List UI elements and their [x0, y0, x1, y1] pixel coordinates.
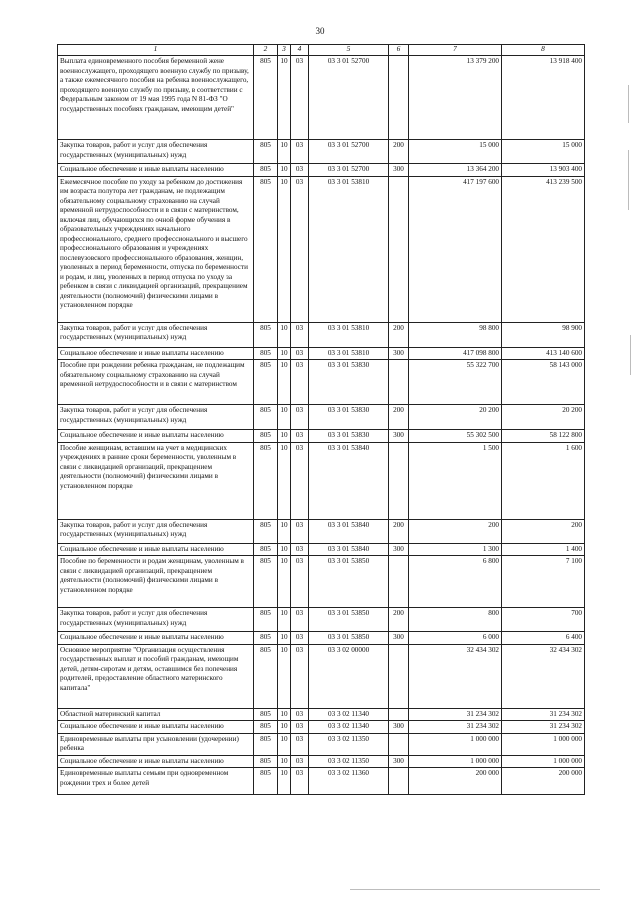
- row-amount-year-1: 31 234 302: [409, 708, 502, 721]
- header-col-6: 6: [389, 45, 409, 56]
- row-amount-year-1: 1 300: [409, 543, 502, 556]
- row-name: Единовременные выплаты семьям при одновременном рождении трех и более детей: [58, 768, 254, 795]
- table-row: [58, 360, 585, 405]
- row-section-code: 10: [278, 322, 291, 347]
- table-row: [58, 768, 585, 795]
- row-grbs-code: 805: [254, 164, 278, 177]
- row-target-article: 03 3 01 52700: [309, 140, 389, 164]
- row-amount-year-1: 13 379 200: [409, 56, 502, 140]
- row-amount-year-2: 413 140 600: [502, 347, 585, 360]
- row-target-article: 03 3 01 53850: [309, 556, 389, 608]
- row-subsection-code: 03: [291, 768, 309, 795]
- row-expense-type: 200: [389, 405, 409, 430]
- row-grbs-code: 805: [254, 733, 278, 755]
- row-section-code: 10: [278, 556, 291, 608]
- row-name: Закупка товаров, работ и услуг для обеспечения государственных (муниципальных) нужд: [58, 608, 254, 632]
- row-grbs-code: 805: [254, 721, 278, 734]
- row-target-article: 03 3 01 53830: [309, 360, 389, 405]
- row-expense-type: 300: [389, 430, 409, 443]
- row-grbs-code: 805: [254, 632, 278, 645]
- row-amount-year-2: 1 400: [502, 543, 585, 556]
- row-name: Социальное обеспечение и иные выплаты населению: [58, 347, 254, 360]
- row-amount-year-1: 32 434 302: [409, 644, 502, 708]
- table-row: [58, 733, 585, 755]
- row-subsection-code: 03: [291, 360, 309, 405]
- row-amount-year-1: 15 000: [409, 140, 502, 164]
- table-row: [58, 56, 585, 140]
- table-row: [58, 721, 585, 734]
- row-expense-type: 200: [389, 608, 409, 632]
- table-row: [58, 140, 585, 164]
- table-header-row: [58, 45, 585, 56]
- row-amount-year-1: 6 800: [409, 556, 502, 608]
- row-amount-year-1: 200: [409, 519, 502, 543]
- row-subsection-code: 03: [291, 442, 309, 519]
- row-amount-year-2: 20 200: [502, 405, 585, 430]
- scan-mark-right-1: [628, 85, 629, 123]
- row-section-code: 10: [278, 768, 291, 795]
- row-target-article: 03 3 01 53830: [309, 405, 389, 430]
- row-name: Закупка товаров, работ и услуг для обеспечения государственных (муниципальных) нужд: [58, 322, 254, 347]
- row-grbs-code: 805: [254, 442, 278, 519]
- row-grbs-code: 805: [254, 176, 278, 322]
- row-section-code: 10: [278, 644, 291, 708]
- row-amount-year-2: 98 900: [502, 322, 585, 347]
- table-row: [58, 405, 585, 430]
- table-row: [58, 543, 585, 556]
- row-expense-type: [389, 768, 409, 795]
- row-amount-year-2: 58 122 800: [502, 430, 585, 443]
- row-amount-year-1: 800: [409, 608, 502, 632]
- header-col-4: 4: [291, 45, 309, 56]
- row-name: Социальное обеспечение и иные выплаты населению: [58, 164, 254, 177]
- row-name: Ежемесячное пособие по уходу за ребенком до достижения им возраста полутора лет гражданам, не подлежащим обязательному социальному страхованию на случай временной нетрудоспособности и в связи с материнством, включая лиц, обучающихся по очной форме обучения в образовательных учреждениях начального профессионального, среднего профессионального и высшего профессионального образования и учреждениях послевузовского профессионального образования, женщин, уволенных в период беременности, отпуска по беременности и родам, и лиц, уволенных в период отпуска по уходу за ребенком в связи с ликвидацией организаций, прекращением деятельности (полномочий) физическими лицами в установленном порядке: [58, 176, 254, 322]
- row-amount-year-2: 413 239 500: [502, 176, 585, 322]
- row-section-code: 10: [278, 430, 291, 443]
- row-expense-type: 200: [389, 322, 409, 347]
- row-amount-year-2: 700: [502, 608, 585, 632]
- row-subsection-code: 03: [291, 543, 309, 556]
- row-target-article: 03 3 01 52700: [309, 56, 389, 140]
- row-target-article: 03 3 01 53850: [309, 632, 389, 645]
- row-target-article: 03 3 02 11340: [309, 721, 389, 734]
- row-grbs-code: 805: [254, 768, 278, 795]
- row-name: Областной материнский капитал: [58, 708, 254, 721]
- row-section-code: 10: [278, 608, 291, 632]
- row-subsection-code: 03: [291, 632, 309, 645]
- row-name: Единовременные выплаты при усыновлении (удочерении) ребенка: [58, 733, 254, 755]
- row-section-code: 10: [278, 543, 291, 556]
- table-row: [58, 347, 585, 360]
- row-expense-type: [389, 644, 409, 708]
- row-section-code: 10: [278, 56, 291, 140]
- row-section-code: 10: [278, 721, 291, 734]
- row-name: Социальное обеспечение и иные выплаты населению: [58, 430, 254, 443]
- row-section-code: 10: [278, 519, 291, 543]
- row-amount-year-2: 1 000 000: [502, 733, 585, 755]
- table-row: [58, 430, 585, 443]
- row-subsection-code: 03: [291, 708, 309, 721]
- row-subsection-code: 03: [291, 721, 309, 734]
- row-amount-year-1: 98 800: [409, 322, 502, 347]
- row-amount-year-1: 6 000: [409, 632, 502, 645]
- row-target-article: 03 3 02 11350: [309, 755, 389, 768]
- row-target-article: 03 3 01 53840: [309, 442, 389, 519]
- row-name: Основное мероприятие "Организация осуществления государственных выплат и пособий гражданам, имеющим детей, детям-сиротам и детям, оставшимся без попечения родителей, предоставление областного материнского капитала": [58, 644, 254, 708]
- row-amount-year-2: 31 234 302: [502, 708, 585, 721]
- row-subsection-code: 03: [291, 347, 309, 360]
- row-amount-year-1: 31 234 302: [409, 721, 502, 734]
- header-col-1: 1: [58, 45, 254, 56]
- row-section-code: 10: [278, 405, 291, 430]
- row-name: Закупка товаров, работ и услуг для обеспечения государственных (муниципальных) нужд: [58, 519, 254, 543]
- row-amount-year-1: 13 364 200: [409, 164, 502, 177]
- row-expense-type: [389, 556, 409, 608]
- row-subsection-code: 03: [291, 56, 309, 140]
- table-row: [58, 632, 585, 645]
- row-amount-year-2: 1 600: [502, 442, 585, 519]
- row-expense-type: 300: [389, 632, 409, 645]
- row-section-code: 10: [278, 632, 291, 645]
- table-row: [58, 442, 585, 519]
- table-row: [58, 755, 585, 768]
- row-grbs-code: 805: [254, 140, 278, 164]
- row-target-article: 03 3 01 53850: [309, 608, 389, 632]
- row-subsection-code: 03: [291, 519, 309, 543]
- row-target-article: 03 3 01 52700: [309, 164, 389, 177]
- row-section-code: 10: [278, 176, 291, 322]
- row-amount-year-2: 15 000: [502, 140, 585, 164]
- row-amount-year-1: 417 098 800: [409, 347, 502, 360]
- row-subsection-code: 03: [291, 608, 309, 632]
- row-section-code: 10: [278, 733, 291, 755]
- table-row: [58, 644, 585, 708]
- row-grbs-code: 805: [254, 755, 278, 768]
- row-grbs-code: 805: [254, 556, 278, 608]
- row-target-article: 03 3 01 53810: [309, 322, 389, 347]
- row-section-code: 10: [278, 347, 291, 360]
- header-col-5: 5: [309, 45, 389, 56]
- row-subsection-code: 03: [291, 164, 309, 177]
- row-subsection-code: 03: [291, 733, 309, 755]
- row-grbs-code: 805: [254, 322, 278, 347]
- budget-table: [57, 44, 585, 795]
- row-name: Социальное обеспечение и иные выплаты населению: [58, 632, 254, 645]
- scan-mark-bottom: [350, 889, 600, 890]
- row-section-code: 10: [278, 164, 291, 177]
- table-body: [58, 45, 585, 795]
- header-col-7: 7: [409, 45, 502, 56]
- row-amount-year-1: 1 000 000: [409, 733, 502, 755]
- row-name: Социальное обеспечение и иные выплаты населению: [58, 543, 254, 556]
- table-row: [58, 608, 585, 632]
- row-expense-type: 200: [389, 519, 409, 543]
- row-expense-type: [389, 708, 409, 721]
- row-grbs-code: 805: [254, 519, 278, 543]
- row-target-article: 03 3 02 11350: [309, 733, 389, 755]
- row-amount-year-2: 32 434 302: [502, 644, 585, 708]
- row-name: Пособие по беременности и родам женщинам, уволенным в связи с ликвидацией организаций, прекращением деятельности (полномочий) физическими лицами в установленном порядке: [58, 556, 254, 608]
- row-name: Закупка товаров, работ и услуг для обеспечения государственных (муниципальных) нужд: [58, 140, 254, 164]
- row-grbs-code: 805: [254, 543, 278, 556]
- row-grbs-code: 805: [254, 360, 278, 405]
- row-name: Пособие при рождении ребенка гражданам, не подлежащим обязательному социальному страхованию на случай временной нетрудоспособности и в связи с материнством: [58, 360, 254, 405]
- row-amount-year-2: 13 918 400: [502, 56, 585, 140]
- row-amount-year-1: 20 200: [409, 405, 502, 430]
- row-amount-year-2: 6 400: [502, 632, 585, 645]
- row-amount-year-2: 200 000: [502, 768, 585, 795]
- row-target-article: 03 3 01 53810: [309, 176, 389, 322]
- row-expense-type: 300: [389, 347, 409, 360]
- row-amount-year-2: 13 903 400: [502, 164, 585, 177]
- row-grbs-code: 805: [254, 430, 278, 443]
- row-expense-type: [389, 176, 409, 322]
- row-name: Выплата единовременного пособия беременной жене военнослужащего, проходящего военную службу по призыву, а также ежемесячного пособия на ребенка военнослужащего, проходящего военную службу по призыву, в соответствии с Федеральным законом от 19 мая 1995 года N 81-ФЗ "О государственных пособиях гражданам, имеющим детей": [58, 56, 254, 140]
- row-expense-type: 200: [389, 140, 409, 164]
- table-row: [58, 322, 585, 347]
- table-row: [58, 519, 585, 543]
- row-target-article: 03 3 02 00000: [309, 644, 389, 708]
- row-grbs-code: 805: [254, 347, 278, 360]
- row-subsection-code: 03: [291, 556, 309, 608]
- row-target-article: 03 3 01 53840: [309, 543, 389, 556]
- header-col-3: 3: [278, 45, 291, 56]
- header-col-8: 8: [502, 45, 585, 56]
- row-amount-year-2: 58 143 000: [502, 360, 585, 405]
- row-subsection-code: 03: [291, 140, 309, 164]
- row-target-article: 03 3 01 53810: [309, 347, 389, 360]
- header-col-2: 2: [254, 45, 278, 56]
- row-name: Пособие женщинам, вставшим на учет в медицинских учреждениях в ранние сроки беременности, уволенным в связи с ликвидацией организаций, прекращением деятельности (полномочий) физическими лицами в установленном порядке: [58, 442, 254, 519]
- scan-mark-right-3: [630, 335, 631, 375]
- row-subsection-code: 03: [291, 405, 309, 430]
- row-amount-year-2: 31 234 302: [502, 721, 585, 734]
- table-row: [58, 176, 585, 322]
- row-expense-type: 300: [389, 755, 409, 768]
- row-grbs-code: 805: [254, 708, 278, 721]
- row-amount-year-1: 417 197 600: [409, 176, 502, 322]
- table-row: [58, 708, 585, 721]
- scan-mark-right-2: [628, 150, 629, 210]
- row-subsection-code: 03: [291, 322, 309, 347]
- row-expense-type: [389, 442, 409, 519]
- row-target-article: 03 3 02 11340: [309, 708, 389, 721]
- row-amount-year-1: 55 322 700: [409, 360, 502, 405]
- row-target-article: 03 3 02 11360: [309, 768, 389, 795]
- row-amount-year-2: 200: [502, 519, 585, 543]
- row-name: Социальное обеспечение и иные выплаты населению: [58, 721, 254, 734]
- row-expense-type: [389, 733, 409, 755]
- row-grbs-code: 805: [254, 56, 278, 140]
- row-section-code: 10: [278, 360, 291, 405]
- row-grbs-code: 805: [254, 644, 278, 708]
- row-subsection-code: 03: [291, 644, 309, 708]
- row-target-article: 03 3 01 53840: [309, 519, 389, 543]
- row-expense-type: 300: [389, 164, 409, 177]
- table-row: [58, 556, 585, 608]
- row-section-code: 10: [278, 140, 291, 164]
- row-amount-year-2: 1 000 000: [502, 755, 585, 768]
- row-section-code: 10: [278, 442, 291, 519]
- row-expense-type: 300: [389, 721, 409, 734]
- row-subsection-code: 03: [291, 430, 309, 443]
- row-expense-type: [389, 56, 409, 140]
- row-grbs-code: 805: [254, 608, 278, 632]
- page-number: 30: [315, 26, 325, 36]
- row-section-code: 10: [278, 708, 291, 721]
- row-name: Социальное обеспечение и иные выплаты населению: [58, 755, 254, 768]
- row-amount-year-1: 1 000 000: [409, 755, 502, 768]
- table-row: [58, 164, 585, 177]
- row-subsection-code: 03: [291, 755, 309, 768]
- row-section-code: 10: [278, 755, 291, 768]
- row-grbs-code: 805: [254, 405, 278, 430]
- row-expense-type: [389, 360, 409, 405]
- row-amount-year-2: 7 100: [502, 556, 585, 608]
- row-subsection-code: 03: [291, 176, 309, 322]
- row-amount-year-1: 1 500: [409, 442, 502, 519]
- row-name: Закупка товаров, работ и услуг для обеспечения государственных (муниципальных) нужд: [58, 405, 254, 430]
- row-amount-year-1: 200 000: [409, 768, 502, 795]
- row-target-article: 03 3 01 53830: [309, 430, 389, 443]
- row-amount-year-1: 55 302 500: [409, 430, 502, 443]
- row-expense-type: 300: [389, 543, 409, 556]
